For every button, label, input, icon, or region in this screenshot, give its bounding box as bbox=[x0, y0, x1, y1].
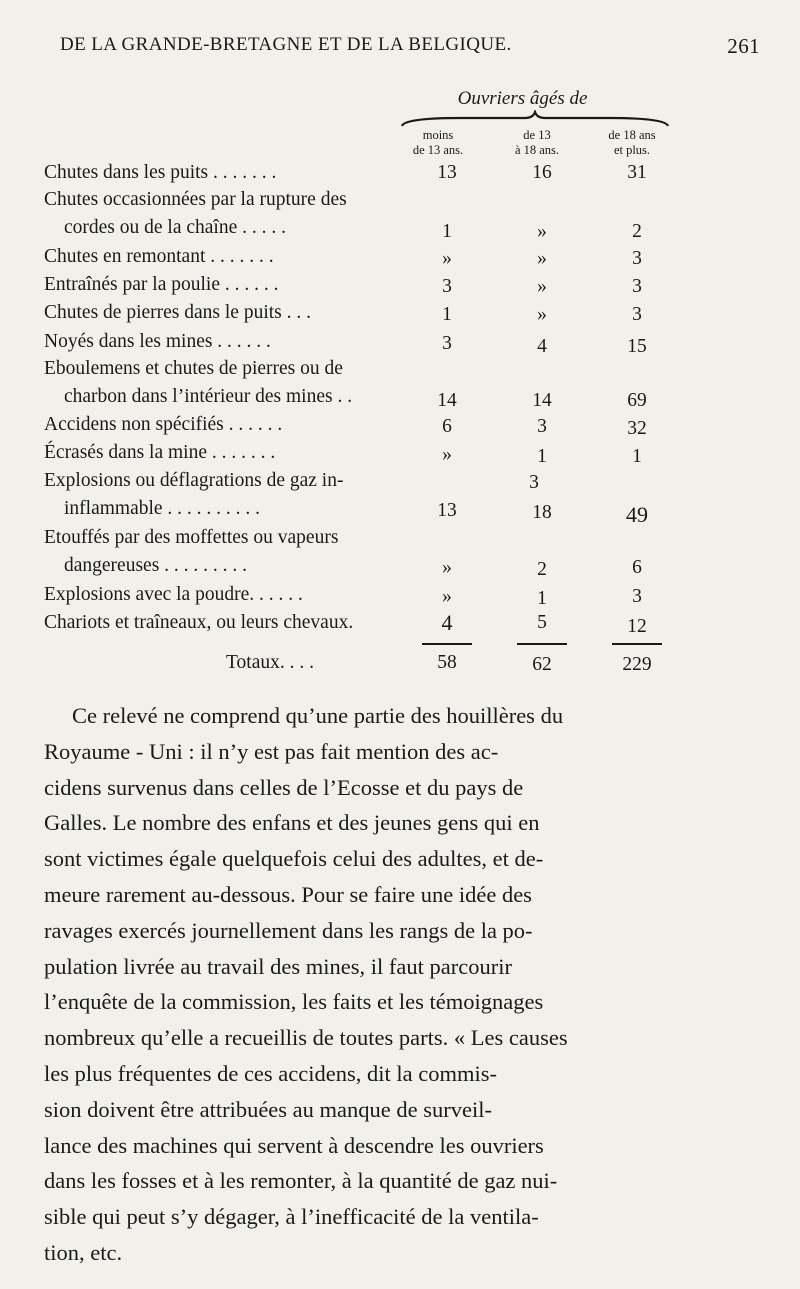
cell-13-18: » bbox=[537, 276, 547, 297]
cell-under-13: 3 bbox=[442, 333, 452, 354]
cell-under-13: » bbox=[442, 248, 452, 269]
cell-under-13: » bbox=[442, 557, 452, 578]
text-line: Galles. Le nombre des enfans et des jeunes gens qui en bbox=[44, 810, 540, 836]
text-line: lance des machines qui servent à descendre les ouvriers bbox=[44, 1132, 544, 1158]
text-line: tion, etc. bbox=[44, 1239, 123, 1265]
cell-over-18: 12 bbox=[627, 616, 647, 637]
row-label: Noyés dans les mines . . . . . . bbox=[44, 331, 271, 352]
cell-13-18: 16 bbox=[532, 162, 552, 183]
cell-under-13: 1 bbox=[442, 304, 452, 325]
text-line: Royaume - Uni : il n’y est pas fait mention des ac- bbox=[44, 738, 499, 764]
body-paragraph bbox=[44, 698, 674, 1271]
cell-under-13: » bbox=[442, 586, 452, 607]
cell-over-18: 3 bbox=[632, 276, 642, 297]
text-line: l’enquête de la commission, les faits et les témoignages bbox=[44, 989, 544, 1015]
text-line: cidens survenus dans celles de l’Ecosse et du pays de bbox=[44, 774, 524, 800]
row-label: Chariots et traîneaux, ou leurs chevaux. bbox=[44, 612, 354, 633]
running-header bbox=[60, 34, 760, 59]
cell-13-18: » bbox=[537, 248, 547, 269]
cell-over-18: 69 bbox=[627, 390, 647, 411]
total-under-13: 58 bbox=[437, 652, 457, 673]
text-line: nombreux qu’elle a recueillis de toutes parts. « Les causes bbox=[44, 1025, 568, 1051]
cell-under-13: 13 bbox=[437, 162, 457, 183]
cell-13-18: 2 bbox=[537, 559, 547, 580]
cell-13-18: 1 bbox=[537, 588, 547, 609]
page-number: 261 bbox=[727, 34, 760, 58]
cell-13-18: 18 bbox=[532, 502, 552, 523]
column-header-over-18: de 18 ans et plus. bbox=[608, 128, 656, 157]
row-label: Écrasés dans la mine . . . . . . . bbox=[44, 442, 276, 463]
text-line: sible qui peut s’y dégager, à l’inefficacité de la ventila- bbox=[44, 1204, 539, 1230]
row-label-continuation: charbon dans l’intérieur des mines . . bbox=[64, 386, 353, 407]
cell-under-13: 4 bbox=[441, 610, 453, 635]
cell-over-18: 31 bbox=[627, 162, 647, 183]
cell-over-18: 32 bbox=[627, 418, 647, 439]
row-label: Chutes dans les puits . . . . . . . bbox=[44, 162, 277, 183]
column-header-13-18: de 13 à 18 ans. bbox=[514, 128, 560, 157]
cell-over-18: 1 bbox=[632, 446, 642, 467]
cell-13-18: 14 bbox=[532, 390, 552, 411]
text-line: pulation livrée au travail des mines, il faut parcourir bbox=[44, 953, 512, 979]
header-title: DE LA GRANDE-BRETAGNE ET DE LA BELGIQUE. bbox=[60, 34, 512, 55]
cell-extra-value: 3 bbox=[529, 472, 539, 493]
text-line: sont victimes égale quelquefois celui des adultes, et de- bbox=[44, 846, 544, 872]
cell-over-18: 6 bbox=[632, 557, 642, 578]
cell-over-18: 3 bbox=[632, 304, 642, 325]
text-line: sion doivent être attribuées au manque de surveil- bbox=[44, 1096, 492, 1122]
row-label: Chutes de pierres dans le puits . . . bbox=[44, 302, 311, 323]
sum-rule bbox=[517, 643, 567, 645]
row-label-continuation: dangereuses . . . . . . . . . bbox=[64, 555, 248, 576]
text-line: ravages exercés journellement dans les rangs de la po- bbox=[44, 917, 533, 943]
row-label: Chutes en remontant . . . . . . . bbox=[44, 246, 274, 267]
row-label-continuation: inflammable . . . . . . . . . . bbox=[64, 498, 261, 519]
row-label: Chutes occasionnées par la rupture des bbox=[44, 189, 347, 210]
text-line: les plus fréquentes de ces accidens, dit la commis- bbox=[44, 1060, 497, 1086]
cell-over-18: 49 bbox=[626, 502, 648, 527]
text-line: meure rarement au-dessous. Pour se faire une idée des bbox=[44, 881, 532, 907]
row-label: Explosions ou déflagrations de gaz in- bbox=[44, 470, 344, 491]
total-13-18: 62 bbox=[532, 654, 552, 675]
cell-13-18: 3 bbox=[537, 416, 547, 437]
row-label: Etouffés par des moffettes ou vapeurs bbox=[44, 527, 339, 548]
cell-13-18: » bbox=[537, 221, 547, 242]
cell-13-18: 4 bbox=[537, 336, 547, 357]
cell-over-18: 15 bbox=[627, 336, 647, 357]
column-header-under-13: moins de 13 ans. bbox=[412, 128, 464, 157]
cell-over-18: 3 bbox=[632, 248, 642, 269]
cell-under-13: 14 bbox=[437, 390, 457, 411]
cell-under-13: 1 bbox=[442, 221, 452, 242]
row-label: Entraînés par la poulie . . . . . . bbox=[44, 274, 279, 295]
column-group-caption: Ouvriers âgés de bbox=[457, 88, 588, 109]
cell-13-18: 1 bbox=[537, 446, 547, 467]
row-label: Accidens non spécifiés . . . . . . bbox=[44, 414, 283, 435]
row-label-continuation: cordes ou de la chaîne . . . . . bbox=[64, 217, 287, 238]
totals-label: Totaux. . . . bbox=[226, 652, 314, 673]
column-group-brace bbox=[400, 110, 670, 130]
cell-under-13: 3 bbox=[442, 276, 452, 297]
sum-rule bbox=[422, 643, 472, 645]
cell-13-18: 5 bbox=[537, 612, 547, 633]
cell-over-18: 2 bbox=[632, 221, 642, 242]
row-label: Explosions avec la poudre. . . . . . bbox=[44, 584, 303, 605]
text-line: Ce relevé ne comprend qu’une partie des houillères du bbox=[72, 703, 564, 728]
total-over-18: 229 bbox=[622, 654, 652, 675]
cell-13-18: » bbox=[537, 304, 547, 325]
cell-under-13: 6 bbox=[442, 416, 452, 437]
cell-over-18: 3 bbox=[632, 586, 642, 607]
sum-rule bbox=[612, 643, 662, 645]
cell-under-13: 13 bbox=[437, 500, 457, 521]
row-label: Eboulemens et chutes de pierres ou de bbox=[44, 358, 343, 379]
cell-under-13: » bbox=[442, 444, 452, 465]
text-line: dans les fosses et à les remonter, à la quantité de gaz nui- bbox=[44, 1168, 558, 1194]
